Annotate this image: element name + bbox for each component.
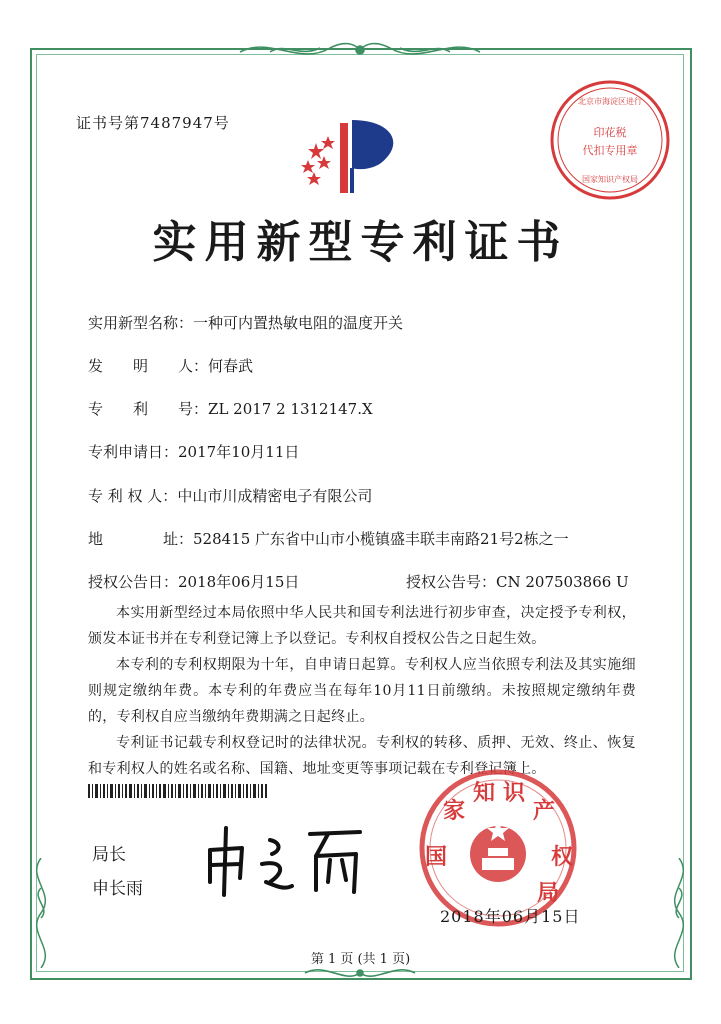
certificate-number: 证书号第7487947号 (76, 114, 230, 132)
field-value: 一种可内置热敏电阻的温度开关 (193, 314, 404, 332)
svg-text:识: 识 (502, 781, 526, 806)
signatory-name: 申长雨 (92, 879, 143, 899)
signatory-title: 局长 (92, 845, 126, 865)
barcode-icon (88, 784, 268, 798)
body-paragraph: 专利证书记载专利权登记时的法律状况。专利权的转移、质押、无效、终止、恢复和专利权人的姓名或名称、国籍、地址变更等事项记载在专利登记簿上。 (88, 735, 636, 777)
field-inventor (88, 355, 253, 376)
svg-text:知: 知 (472, 781, 496, 806)
svg-text:印花税: 印花税 (593, 126, 627, 139)
field-grant-pub-no (406, 571, 629, 592)
field-label: 授权公告日： (88, 573, 179, 591)
body-paragraph: 本专利的专利权期限为十年，自申请日起算。专利权人应当依照专利法及其实施细则规定缴纳年费。本专利的年费应当在每年10月11日前缴纳。未按照规定缴纳年费的，专利权自应当缴纳年费期满之日起终止。 (88, 657, 636, 725)
field-label: 发 明 人： (88, 357, 209, 375)
seal-date: 2018年06月15日 (440, 907, 581, 926)
svg-text:权: 权 (550, 845, 574, 870)
certificate-body (88, 600, 636, 782)
field-label: 地 址： (88, 530, 194, 548)
field-value: CN 207503866 U (496, 573, 629, 591)
field-apply-date (88, 441, 299, 462)
field-address (88, 528, 569, 549)
svg-text:国: 国 (424, 845, 448, 870)
svg-text:局: 局 (536, 881, 560, 906)
field-label: 专 利 号： (88, 400, 209, 418)
top-ornament-icon (230, 36, 490, 64)
field-value: 2018年06月15日 (178, 573, 300, 591)
handwritten-signature-icon (200, 820, 370, 900)
field-patentee (88, 485, 372, 506)
field-label: 授权公告号： (406, 573, 497, 591)
agency-seal-icon (548, 78, 672, 202)
field-grant-pub-date (88, 571, 299, 592)
body-paragraph: 本实用新型经过本局依照中华人民共和国专利法进行初步审查，决定授予专利权，颁发本证书并在专利登记簿上予以登记。专利权自授权公告之日起生效。 (88, 605, 636, 647)
svg-text:产: 产 (532, 799, 556, 824)
field-label: 专利申请日： (88, 443, 179, 461)
svg-text:国家知识产权局: 国家知识产权局 (582, 175, 638, 184)
svg-text:北京市海淀区进行: 北京市海淀区进行 (578, 97, 642, 106)
field-value: 中山市川成精密电子有限公司 (177, 487, 373, 505)
certificate-title: 实用新型专利证书 (152, 217, 569, 268)
field-label: 专 利 权 人： (88, 487, 178, 505)
field-patent-no (88, 398, 373, 419)
page-footer: 第 1 页 (共 1 页) (310, 952, 411, 967)
field-model-name (88, 312, 403, 333)
svg-text:代扣专用章: 代扣专用章 (582, 144, 638, 157)
field-value: 何春武 (208, 357, 254, 375)
patent-office-logo-icon (296, 108, 416, 198)
field-value: 528415 广东省中山市小榄镇盛丰联丰南路21号2栋之一 (193, 530, 569, 548)
field-value: 2017年10月11日 (178, 443, 300, 461)
field-value: ZL 2017 2 1312147.X (208, 400, 373, 418)
svg-text:家: 家 (442, 799, 466, 824)
field-label: 实用新型名称： (88, 314, 194, 332)
